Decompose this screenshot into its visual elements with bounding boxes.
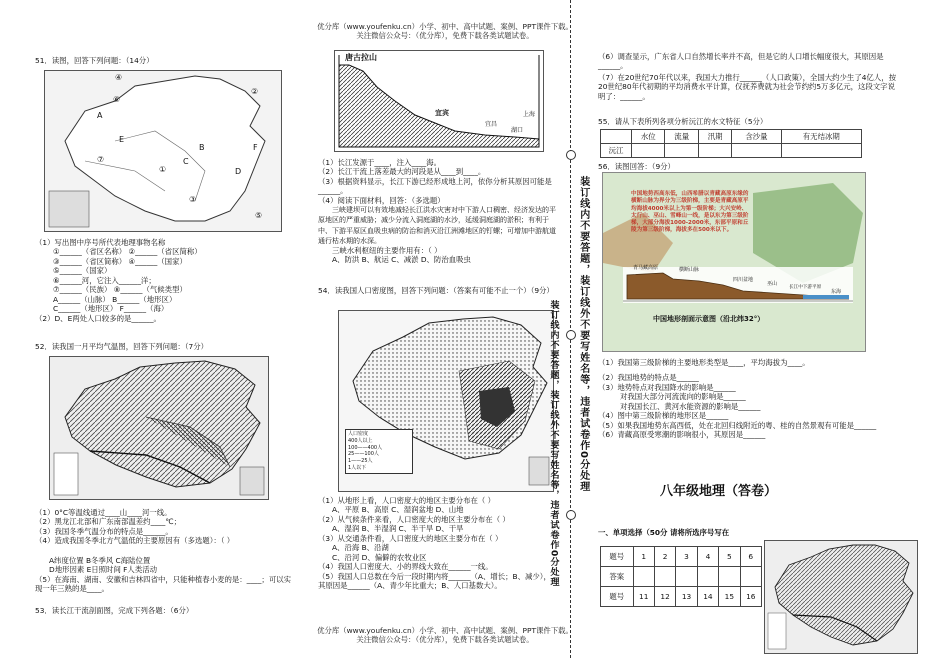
q55-corner [601,130,632,144]
q51-questions [35,238,297,323]
q52-questions [35,508,297,594]
q53-line-6: 三峡水利枢纽的主要作用有：（ ） [332,245,442,255]
q56-line-3: （3）地势特点对我国降水的影响是______ [598,382,736,392]
q51-line-6: ⑦______（民族） ⑧______（气候类型） [53,285,187,295]
page-header [290,22,600,41]
temperature-map-drawing [50,357,268,499]
q56-questions [598,358,898,440]
q52-line-2: （2）黑龙江北部和广东南部温差约____℃； [35,517,182,527]
grid-r2-c4[interactable] [676,567,697,587]
q54-continued [598,52,898,101]
terrain-label-plateau: 青马藏高原 [633,265,659,271]
q54-line-11: （7）在20世纪70年代以来，我国大力推行______（人口政策），全国大约少生了4亿人，按20世纪80年代初期的平均消费水平计算，仅抚养费就为社会节约约5万多亿元，这段文字说明了：______。 [598,72,896,101]
profile-label-hukou: 湖口 [511,127,524,134]
q56-line-6: （4）图中第三级阶梯的地形区是______ [598,411,729,421]
q51-line-3: ③______（省区简称） ④______（国家） [53,256,187,266]
q55-header-5: 有无结冰期 [781,130,861,144]
q52-line-7: （5）在海南、湖南、安徽和吉林四省中，只能种植春小麦的是：____；可以实现一年三熟的是____。 [35,574,291,594]
q51-line-2: ①______（省区名称） ②______（省区简称） [53,247,202,257]
q52-title: 52．读我国一月平均气温图，回答下列问题：（7分） [35,342,209,351]
q51-line-9: （2）D、E两处人口较多的是______。 [35,313,161,323]
q55-header-3: 汛期 [698,130,731,144]
answer-sheet-title: 八年级地理（答卷） [660,484,778,499]
terrain-description: 中国地势西高东低，山西希腊以青藏高原东缘的横断山脉为界分为三级阶梯，主要是青藏高原平均海拔4000米以上为第一级阶梯；大兴安岭、太行山、巫山、雪峰山一线，是以东为第三级阶梯，大部分海拔1000-2000米，东部平原和丘陵为第三级阶梯，海拔多在500米以下。 [631,191,749,234]
binding-warning-right: 装订线内不要答题，装订线外不要写姓名等，违者试卷作0分处理 [577,176,589,492]
header-line-1: 优分库（www.youfenku.cn）小学、初中、高中试题、案例、PPT课件下载。 [317,22,573,31]
binding-dashed-line [570,0,571,658]
grid-r1-c7: 6 [740,547,761,567]
q53-line-2: （2）长江干流上落差最大的河段是从____到____。 [318,167,486,177]
q56-line-7: （5）如果我国地势东高西低，处在北回归线附近的粤、桂的自然景观有可能是______ [598,420,877,430]
q54-population-density-map [338,310,554,492]
grid-r1-c1: 题号 [601,547,634,567]
binding-hole-1 [566,150,576,160]
map-label-2: ② [251,87,259,96]
page-footer [290,626,600,645]
q56-line-2: （2）我国地势的特点是______ [598,373,699,383]
q52-line-4: （4）造成我国冬季北方气温低的主要原因有（多选题）：（ ） [35,536,235,546]
q54-line-6: A、沿海 B、沿湖 [332,543,389,553]
grid-r3-c7: 16 [740,587,761,607]
grid-r1-c2: 1 [633,547,654,567]
q55-cell-5[interactable] [781,144,861,158]
section-1-title: 一、单项选择（50分 请将所选序号写在 [598,528,730,537]
legend-item-2: 100——400人 [348,444,383,451]
q53-material: 三峡建坝可以有效地减轻长江洪水灾害对中下游人口稠密、经济发达的平原地区的严重威胁；减少分流入洞庭湖的水沙，延缓洞庭湖的淤积；有利于中、下游平原区血吸虫病的防治和消灭沿江洲滩地区的钉螺；可增加中游航道通行枯水期的水深。 [318,206,556,245]
q52-line-3: （3）我国冬季气温分布的特点是______。 [35,526,173,536]
q55-row-label: 沅江 [601,144,632,158]
binding-hole-2 [566,330,576,340]
q54-line-4: A、湿润 B、半湿润 C、半干旱 D、干旱 [332,524,464,534]
q53-line-3: （3）根据资料显示，长江下游已经形成地上河，依你分析其原因可能是______。 [318,176,552,196]
grid-r3-c3: 12 [654,587,675,607]
map-label-5: ⑤ [255,211,263,220]
legend-item-1: 400人以上 [348,437,373,444]
grid-r3-c6: 15 [719,587,740,607]
binding-hole-3 [566,510,576,520]
grid-r3-c4: 13 [676,587,697,607]
grid-r1-c3: 2 [654,547,675,567]
china-outline [45,71,281,231]
q54-line-2: A、平原 B、高原 C、湿润盆地 D、山地 [332,505,464,515]
legend-item-3: 25——100人 [348,451,379,458]
q55-header-1: 水位 [632,130,665,144]
q54-line-8: （4）我国人口密度大、小的界线大致在______一线。 [318,562,493,572]
q54-title: 54．读我国人口密度图，回答下列问题：（答案有可能不止一个）（9分） [318,286,554,295]
map-label-f: F [253,143,258,152]
q54-line-1: （1）从地形上看，人口密度大的地区主要分布在（ ） [318,496,496,505]
q54-line-7: C、沿河 D、偏僻的农牧业区 [332,552,427,562]
profile-label-tanggula: 唐古拉山 [345,53,377,62]
terrain-label-sea: 东海 [831,289,842,295]
map-label-3: ③ [189,195,197,204]
q55-header-2: 流量 [665,130,698,144]
map-label-c: C [183,157,189,166]
answer-sheet-temperature-map [764,540,918,654]
small-map-drawing [765,541,917,653]
population-legend [345,429,413,474]
footer-line-1: 优分库（www.youfenku.cn）小学、初中、高中试题、案例、PPT课件下载。 [317,626,573,635]
map-label-6: ⑥ [113,95,121,104]
q52-line-1: （1）0°C等温线通过____山____河一线。 [35,508,172,517]
q51-line-4: ⑤______（国家） [53,266,112,276]
map-label-1: ① [159,165,167,174]
q54-line-10: （6）调查显示，广东省人口自然增长率并不高，但是它的人口增长幅度很大，其原因是______。 [598,52,884,71]
binding-warning-left: 装订线内不要答题，装订线外不要写姓名等，违者试卷作0分处理 [548,300,559,588]
q51-line-8: C______（地形区） F______（海） [53,304,169,314]
grid-r2-c1: 答案 [601,567,634,587]
map-label-b: B [199,143,205,152]
legend-title: 人口密度 [348,431,369,437]
q51-line-5: ⑥______河，它注入______洋； [53,275,156,285]
q51-china-map [44,70,282,232]
profile-label-yibin: 宜宾 [435,109,449,117]
q56-title: 56．读图回答：（9分） [598,162,675,171]
map-label-d: D [235,167,242,176]
q53-line-4: （4）阅读下面材料，回答：（多选题） [318,195,445,205]
grid-r2-c5[interactable] [697,567,718,587]
q54-line-3: （2）从气候条件来看，人口密度大的地区主要分布在（ ） [318,514,510,524]
q52-january-temperature-map [49,356,269,500]
q55-cell-3[interactable] [698,144,731,158]
legend-item-5: 1人以下 [348,464,367,471]
answer-grid [600,546,762,607]
q52-line-6: D地形因素 E日照时间 F人类活动 [49,565,157,575]
grid-r2-c2[interactable] [633,567,654,587]
grid-r3-c1: 题号 [601,587,634,607]
q55-table [600,129,862,158]
q55-header-4: 含沙量 [732,130,781,144]
footer-line-2: 关注微信公众号：（优分库），免费下载各类试题试卷。 [356,635,534,645]
header-line-2: 关注微信公众号：（优分库），免费下载各类试题试卷。 [356,31,534,41]
q56-line-8: （6）青藏高原受寒潮的影响很小，其原因是______ [598,430,766,440]
q53-line-7: A、防洪 B、航运 C、减淤 D、防治血吸虫 [332,255,471,265]
q54-line-9: （5）我国人口总数在今后一段时期内将______（A、增长；B、减少），其原因是______（A、青少年比重大；B、人口基数大）。 [318,571,551,591]
grid-r2-c3[interactable] [654,567,675,587]
grid-r2-c7[interactable] [740,567,761,587]
q53-yangtze-profile [334,50,544,152]
map-label-a: A [97,111,103,120]
grid-r3-c2: 11 [633,587,654,607]
q53-title: 53．读长江干流剖面图，完成下列各题：（6分） [35,606,194,615]
q51-line-7: A______（山脉） B______（地形区） [53,294,177,304]
q55-cell-4[interactable] [732,144,781,158]
grid-r1-c5: 4 [697,547,718,567]
map-label-e: E [119,135,125,144]
legend-item-4: 1——25人 [348,458,373,464]
q56-line-5: 对我国长江、黄河水能资源的影响是______ [620,401,761,411]
terrain-label-plain: 长江中下游平原 [789,285,822,290]
q53-questions [318,158,556,265]
q55-title: 55．请从下表所列各项分析沅江的水文特征（5分） [598,117,768,126]
terrain-label-sichuan: 四川盆地 [733,277,754,283]
q55-cell-1[interactable] [632,144,665,158]
q56-line-1: （1）我国第三级阶梯的主要地形类型是____，平均海拔为____。 [598,358,810,367]
q51-title: 51．读图，回答下列问题：（14分） [35,56,154,65]
terrain-label-hengduan: 横断山脉 [679,267,700,273]
grid-r2-c6[interactable] [719,567,740,587]
map-label-7: ⑦ [97,155,105,164]
profile-label-yichang: 宜昌 [485,121,498,128]
q55-cell-2[interactable] [665,144,698,158]
q56-line-4: 对我国大部分河流流向的影响是______ [620,392,746,402]
q52-line-5: A纬度位置 B冬季风 C海陆位置 [49,555,151,565]
q54-line-5: （3）从交通条件看，人口密度大的地区主要分布在（ ） [318,533,503,543]
profile-drawing [335,51,543,151]
grid-r1-c4: 3 [676,547,697,567]
q54-questions [318,496,556,591]
map-label-4: ④ [115,73,123,82]
q51-line-1: （1）写出图中序号所代表地理事物名称 [35,238,166,247]
terrain-label-wushan: 巫山 [767,281,778,287]
q53-line-1: （1）长江发源于____，注入____海。 [318,158,441,167]
grid-r1-c6: 5 [719,547,740,567]
q56-terrain-profile-figure [602,172,866,352]
grid-r3-c5: 14 [697,587,718,607]
profile-label-shanghai: 上海 [523,111,536,118]
terrain-caption: 中国地形剖面示意图（沿北纬32°） [653,315,765,323]
